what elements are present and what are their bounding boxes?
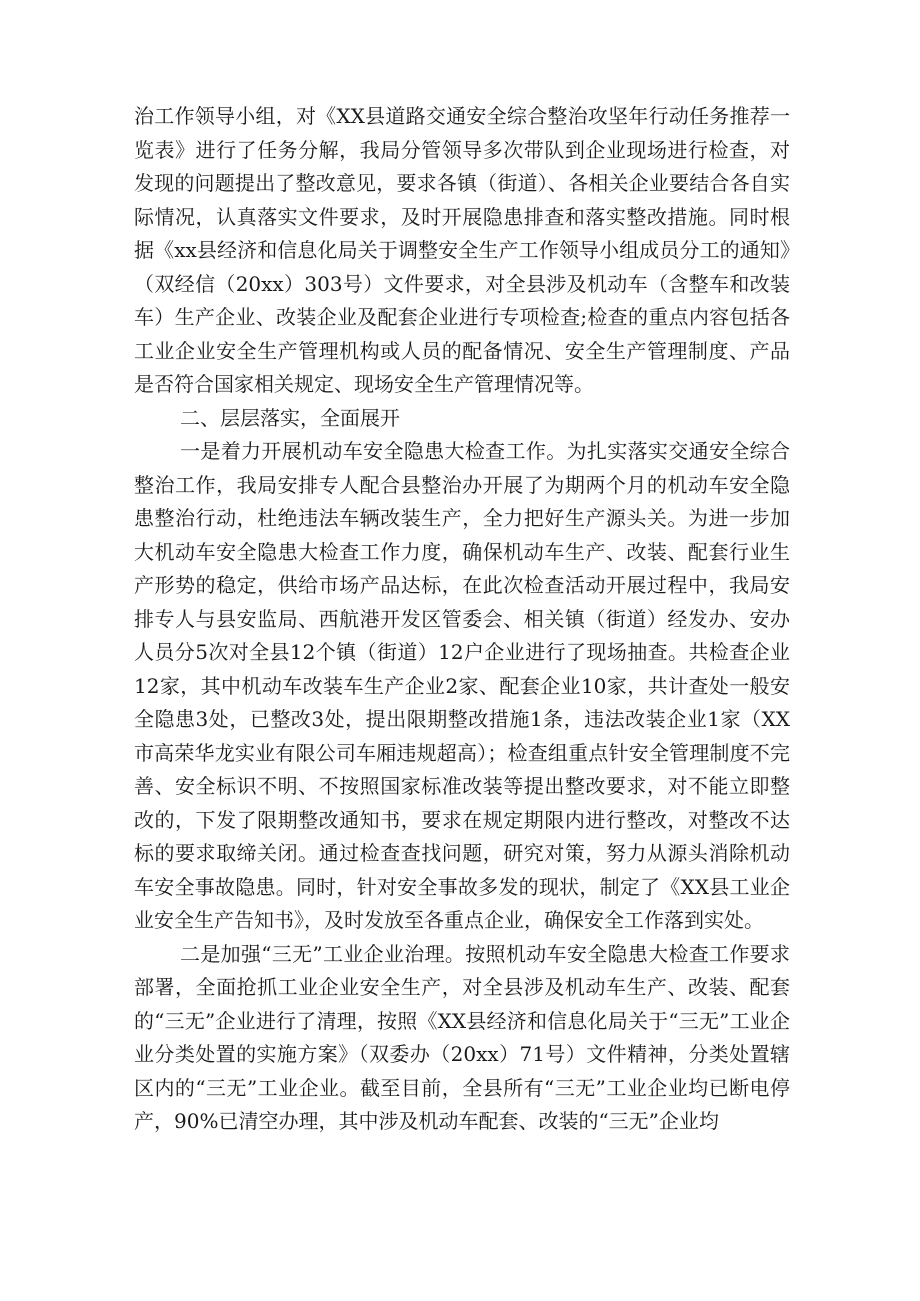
paragraph-inspection: 一是着力开展机动车安全隐患大检查工作。为扎实落实交通安全综合整治工作，我局安排专人配合县整治办开展了为期两个月的机动车安全隐患整治行动，杜绝违法车辆改装生产，全力把好生产源头关。为进一步加大机动车安全隐患大检查工作力度，确保机动车生产、改装、配套行业生产形势的稳定，供给市场产品达标，在此次检查活动开展过程中，我局安排专人与县安监局、西航港开发区管委会、相关镇（街道）经发办、安办人员分5次对全县12个镇（街道）12户企业进行了现场抽查。共检查企业12家，其中机动车改装车生产企业2家、配套企业10家，共计查处一般安全隐患3处，已整改3处，提出限期整改措施1条，违法改装企业1家（XX市高荣华龙实业有限公司车厢违规超高）；检查组重点针安全管理制度不完善、安全标识不明、不按照国家标准改装等提出整改要求，对不能立即整改的，下发了限期整改通知书，要求在规定期限内进行整改，对整改不达标的要求取缔关闭。通过检查查找问题，研究对策，努力从源头消除机动车安全事故隐患。同时，针对安全事故多发的现状，制定了《XX县工业企业安全生产告知书》，及时发放至各重点企业，确保安全工作落到实处。 xyxy=(134,439,790,932)
paragraph-continuation: 治工作领导小组，对《XX县道路交通安全综合整治攻坚年行动任务推荐一览表》进行了任务分解，我局分管领导多次带队到企业现场进行检查，对发现的问题提出了整改意见，要求各镇（街道）、各相关企业要结合各自实际情况，认真落实文件要求，及时开展隐患排查和落实整改措施。同时根据《xx县经济和信息化局关于调整安全生产工作领导小组成员分工的通知》（双经信（20xx）303号）文件要求，对全县涉及机动车（含整车和改装车）生产企业、改装企业及配套企业进行专项检查;检查的重点内容包括各工业企业安全生产管理机构或人员的配备情况、安全生产管理制度、产品是否符合国家相关规定、现场安全生产管理情况等。 xyxy=(134,104,790,396)
section-heading: 二、层层落实，全面展开 xyxy=(180,405,400,430)
paragraph-three-no-enterprises: 二是加强“三无”工业企业治理。按照机动车安全隐患大检查工作要求部署，全面抢抓工业企业安全生产，对全县涉及机动车生产、改装、配套的“三无”企业进行了清理，按照《XX县经济和信息化局关于“三无”工业企业分类处置的实施方案》（双委办（20xx）71号）文件精神，分类处置辖区内的“三无”工业企业。截至目前，全县所有“三无”工业企业均已断电停产，90%已清空办理，其中涉及机动车配套、改装的“三无”企业均 xyxy=(134,941,790,1133)
document-body xyxy=(134,100,790,1139)
